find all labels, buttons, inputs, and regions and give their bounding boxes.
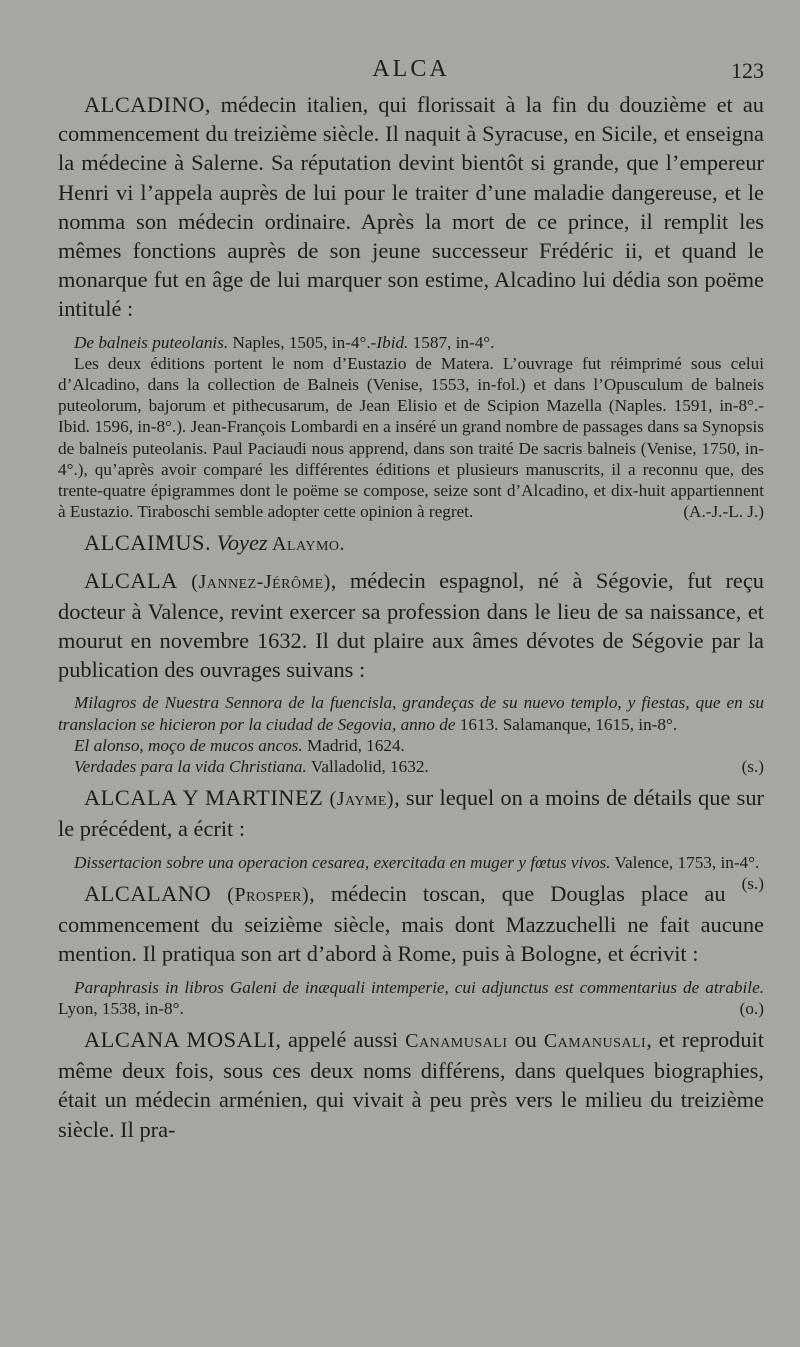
reference-line bbox=[58, 735, 764, 756]
headword: ALCADINO bbox=[84, 92, 205, 117]
reference-line bbox=[58, 692, 764, 734]
forename: (Jayme) bbox=[329, 788, 395, 811]
running-header bbox=[58, 52, 764, 90]
entry-body: , et reproduit même deux fois, sous ces deux noms différens, dans quelques biographies, était un médecin arménien, qui vivait à peu près vers le milieu du treizième siècle. Il pra- bbox=[58, 1026, 764, 1142]
reference-title: El alonso, moço de mucos ancos. bbox=[74, 735, 303, 755]
reference-details: Madrid, 1624. bbox=[302, 735, 405, 755]
cross-reference-target: Alaymo. bbox=[267, 533, 346, 556]
entry-text bbox=[58, 783, 764, 843]
entry-text bbox=[58, 90, 764, 324]
references bbox=[58, 692, 764, 777]
reference-title: De balneis puteolanis. bbox=[74, 332, 229, 352]
reference-title: Milagros de Nuestra Sennora de la fuencisla, grandeças de su nuevo templo, y fiestas, que en su translacion se hicieron por la ciudad de Segovia, anno de bbox=[58, 693, 764, 734]
reference-title: Paraphrasis in libros Galeni de inæquali intemperie, cui adjunctus est commentarius de atrabile. bbox=[74, 977, 764, 997]
reference-ibid: Ibid. bbox=[376, 332, 409, 352]
entry-alcaimus bbox=[58, 528, 764, 559]
headword: ALCALA Y MARTINEZ bbox=[84, 785, 324, 811]
alias-name: Camanusali bbox=[543, 1029, 647, 1052]
reference-details: Valence, 1753, in-4°. bbox=[610, 852, 760, 872]
headword: ALCALANO bbox=[84, 880, 212, 906]
author-signature: (o.) bbox=[739, 998, 764, 1018]
reference-details: Lyon, 1538, in-8°. bbox=[58, 998, 184, 1018]
reference-details: 1587, in-4°. bbox=[408, 332, 495, 352]
entry-alcana-mosali bbox=[58, 1025, 764, 1144]
reference-line bbox=[58, 977, 764, 1019]
references bbox=[58, 977, 764, 1019]
entry-text bbox=[58, 566, 764, 685]
reference-details: 1613. Salamanque, 1615, in-8°. bbox=[455, 714, 678, 734]
author-signature: (s.) bbox=[741, 873, 764, 893]
headword: ALCAIMUS. bbox=[84, 530, 212, 556]
author-signature: (s.) bbox=[741, 757, 764, 777]
entry-body: , médecin italien, qui florissait à la fin du douzième et au commencement du treizième siècle. Il naquit à Syracuse, en Sicile, et enseigna la médecine à Salerne. Sa réputation devint bientôt si grande, que l’empereur Henri vi l’appela auprès de lui pour le traiter d’une maladie dangereuse, et le nomma son médecin ordinaire. Après la mort de ce prince, il remplit les mêmes fonctions auprès de son jeune successeur Frédéric ii, et quand le monarque fut en âge de lui marquer son estime, Alcadino lui dédia son poëme intitulé : bbox=[58, 92, 764, 322]
cross-reference: Voyez bbox=[211, 530, 268, 556]
entry-text bbox=[58, 1025, 764, 1144]
alias-name: Canamusali bbox=[405, 1029, 508, 1052]
forename: (Jannez-Jérôme) bbox=[191, 570, 331, 593]
page-title: ALCA bbox=[372, 56, 450, 82]
entry-body: ou bbox=[507, 1026, 544, 1052]
entry-body: , médecin espagnol, né à Ségovie, fut reçu docteur à Valence, revint exercer sa profession dans le lieu de sa naissance, et mourut en novembre 1632. Il dut plaire aux âmes dévotes de Ségovie par la publication des ouvrages suivans : bbox=[58, 567, 764, 683]
author-signature: (A.-J.-L. J.) bbox=[683, 502, 764, 522]
reference-note bbox=[58, 353, 764, 523]
entry-body: , médecin toscan, que Douglas place au commencement du seizième siècle, mais dont Mazzuchelli ne fait aucune mention. Il pratiqua son art d’abord à Rome, puis à Bologne, et écrivit : bbox=[58, 880, 764, 967]
headword: ALCANA MOSALI bbox=[84, 1026, 276, 1052]
entry-alcadino bbox=[58, 90, 764, 522]
references bbox=[58, 332, 764, 523]
reference-line bbox=[58, 332, 764, 353]
forename: (Prosper) bbox=[227, 883, 310, 906]
entry-body: , appelé aussi bbox=[275, 1026, 406, 1052]
page-number: 123 bbox=[731, 58, 764, 83]
entry-body: , sur lequel on a moins de détails que sur le précédent, a écrit : bbox=[58, 785, 764, 842]
entry-text bbox=[58, 528, 764, 559]
entry-alcala bbox=[58, 566, 764, 778]
reference-details: Valladolid, 1632. bbox=[306, 757, 429, 777]
reference-details: Naples, 1505, in-4°.- bbox=[228, 332, 377, 352]
reference-title: Verdades para la vida Christiana. bbox=[74, 757, 307, 777]
note-text: Les deux éditions portent le nom d’Eustazio de Matera. L’ouvrage fut réimprimé sous celui d’Alcadino, dans la collection de Balneis (Venise, 1553, in-fol.) et dans l’Opusculum de balneis puteolorum, bajorum et pithecusarum, de Jean Elisio et de Scipion Mazella (Naples. 1591, in-8°.- Ibid. 1596, in-8°.). Jean-François Lombardi en a inséré un grand nombre de passages dans sa Synopsis de balneis puteolanis. Paul Paciaudi nous apprend, dans son traité De sacris balneis (Venise, 1750, in-4°.), qu’après avoir comparé les différentes éditions et plusieurs manuscrits, il a reconnu que, des trente-quatre épigrammes dont le poëme se compose, seize sont d’Alcadino, et dix-huit appartiennent à Eustazio. Tiraboschi semble adopter cette opinion à regret. bbox=[58, 353, 764, 522]
entry-alcalano bbox=[58, 879, 764, 1019]
entry-text bbox=[58, 879, 764, 969]
reference-title: Dissertacion sobre una operacion cesarea, exercitada en muger y fœtus vivos. bbox=[74, 852, 611, 872]
headword: ALCALA bbox=[84, 567, 178, 593]
reference-line bbox=[58, 756, 764, 777]
